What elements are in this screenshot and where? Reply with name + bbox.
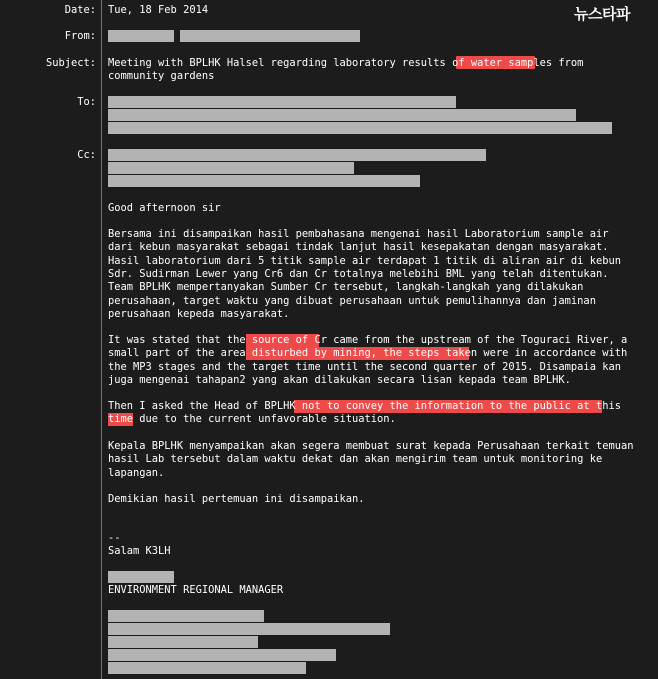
paragraph-2-line: juga mengenai tahapan2 yang akan dilakukan secara lisan kepada team BPLHK. — [108, 373, 571, 386]
to-redaction-2 — [108, 109, 576, 121]
signature-title: ENVIRONMENT REGIONAL MANAGER — [108, 584, 284, 596]
paragraph-1-line: Sdr. Sudirman Lewer yang Cr6 dan Cr totalnya melebihi BML yang telah ditentukan. — [108, 267, 609, 280]
date-value: Tue, 18 Feb 2014 — [108, 4, 209, 16]
paragraph-4-line: Kepala BPLHK menyampaikan akan segera membuat surat kepada Perusahaan terkait temuan — [108, 440, 634, 452]
footer-redaction-2 — [108, 623, 390, 635]
cc-redaction-3 — [108, 175, 420, 187]
paragraph-4-line: lapangan. — [108, 466, 165, 479]
paragraph-1-line: perusahaan kepeda masyarakat. — [108, 307, 290, 320]
newstapa-logo: 뉴스타파 — [574, 5, 630, 23]
to-label: To: — [77, 96, 96, 108]
subject-line-1: Meeting with BPLHK Halsel regarding laboratory results of water samples from — [108, 57, 584, 69]
greeting: Good afternoon sir — [108, 202, 221, 214]
footer-redaction-4 — [108, 649, 336, 661]
footer-redaction-3 — [108, 636, 258, 648]
signature-redaction — [108, 571, 174, 583]
cc-redaction-1 — [108, 149, 486, 161]
closing-line: Demikian hasil pertemuan ini disampaikan. — [108, 493, 365, 505]
cc-label: Cc: — [77, 149, 96, 161]
paragraph-3-line: Then I asked the Head of BPLHK not to convey the information to the public at this — [108, 400, 621, 412]
paragraph-1-line: Team BPLHK mempertanyakan Sumber Cr tersebut, langkah-langkah yang dilakukan — [108, 281, 584, 294]
from-label: From: — [64, 30, 96, 42]
from-redaction-name — [108, 30, 174, 42]
signature-dash: -- — [108, 532, 121, 544]
paragraph-1-line: perusahaan, target waktu yang dibuat perusahaan untuk pemulihannya dan jaminan — [108, 294, 596, 307]
signature-name: Salam K3LH — [108, 545, 171, 557]
paragraph-2-line: small part of the area disturbed by mining, the steps taken were in accordance with — [108, 347, 628, 360]
paragraph-4-line: hasil Lab tersebut dalam waktu dekat dan akan mengirim team untuk monitoring ke — [108, 453, 603, 466]
footer-redaction-1 — [108, 610, 264, 622]
paragraph-3-line: time due to the current unfavorable situation. — [108, 413, 396, 426]
footer-redaction-5 — [108, 662, 306, 674]
subject-label: Subject: — [45, 57, 96, 69]
paragraph-1-line: Bersama ini disampaikan hasil pembahasana mengenai hasil Laboratorium sample air — [108, 228, 609, 240]
paragraph-1-line: dari kebun masyarakat sebagai tindak lanjut hasil kesepakatan dengan masyarakat. — [108, 241, 609, 254]
paragraph-2-line: It was stated that the source of Cr came from the upstream of the Toguraci River, a — [108, 334, 628, 346]
margin-line — [101, 0, 102, 679]
cc-redaction-2 — [108, 162, 354, 174]
from-redaction-email — [180, 30, 360, 42]
paragraph-2-line: the MP3 stages and the target time until the second quarter of 2015. Disampaia kan — [108, 360, 621, 373]
to-redaction-3 — [108, 122, 612, 134]
subject-line-2: community gardens — [108, 70, 215, 82]
paragraph-1-line: Hasil laboratorium dari 5 titik sample air terdapat 1 titik di aliran air di kebun — [108, 254, 621, 267]
date-label: Date: — [64, 4, 96, 16]
to-redaction-1 — [108, 96, 456, 108]
